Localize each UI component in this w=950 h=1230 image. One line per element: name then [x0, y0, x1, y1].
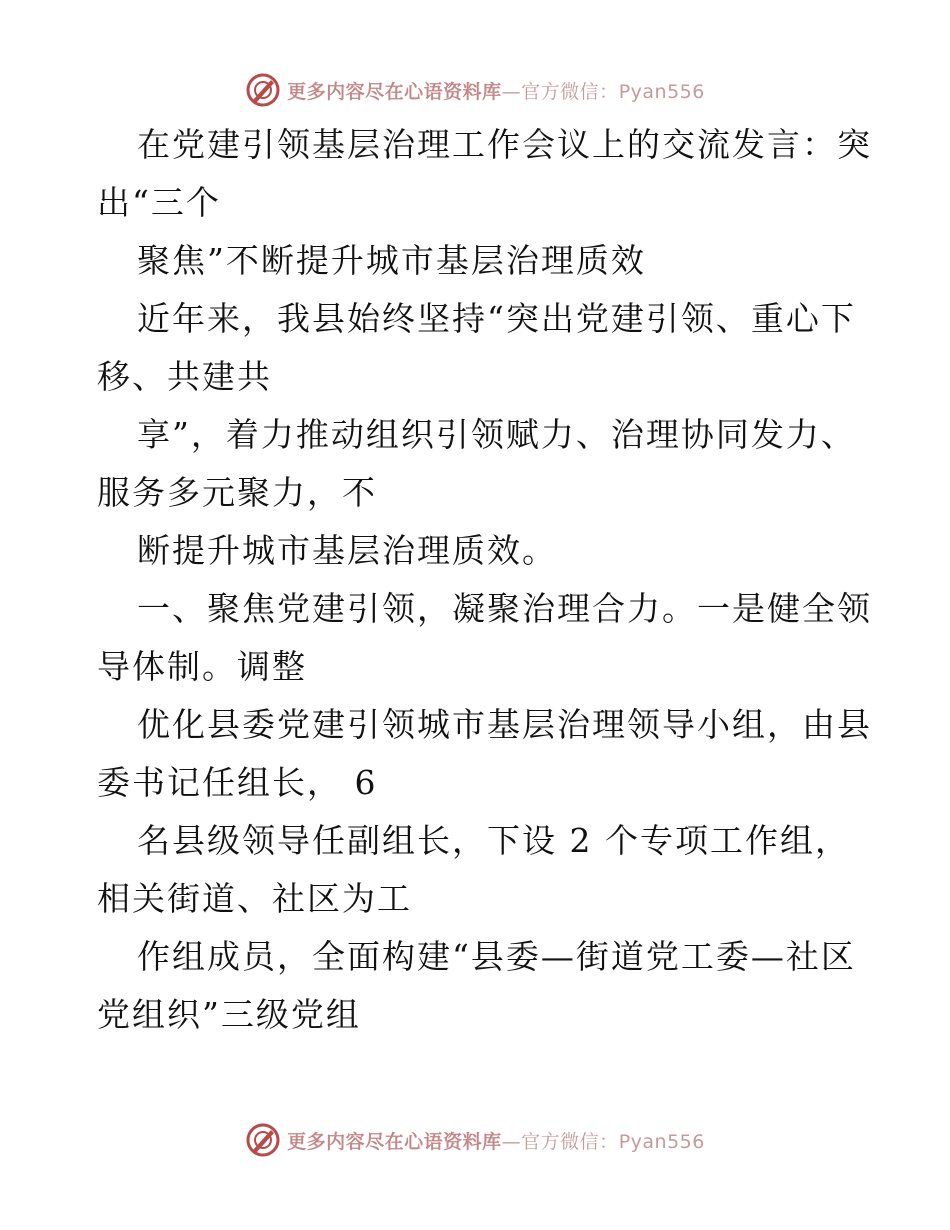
logo-icon — [245, 1122, 281, 1158]
logo-icon — [245, 72, 281, 108]
title-line-1: 在党建引领基层治理工作会议上的交流发言：突 — [137, 125, 872, 164]
paragraph-line: 相关街道、社区为工 — [97, 879, 412, 918]
paragraph-line: 委书记任组长， 6 — [97, 763, 378, 802]
paragraph-line: 享”，着力推动组织引领赋力、治理协同发力、 — [137, 415, 856, 454]
paragraph-line: 一、聚焦党建引领，凝聚治理合力。一是健全领 — [137, 589, 872, 628]
document-body — [97, 116, 877, 1044]
paragraph-line: 服务多元聚力，不 — [97, 473, 377, 512]
paragraph-line: 移、共建共 — [97, 357, 272, 396]
footer-separator: — — [501, 1130, 522, 1153]
paragraph-line: 名县级领导任副组长，下设 2 个专项工作组， — [137, 821, 850, 860]
header-separator: — — [501, 80, 522, 103]
paragraph-line: 优化县委党建引领城市基层治理领导小组，由县 — [137, 705, 872, 744]
paragraph-line: 党组织”三级党组 — [97, 995, 361, 1034]
title-line-2: 出“三个 — [97, 183, 221, 222]
footer-wechat-id: Pyan556 — [618, 1130, 705, 1153]
paragraph-line: 近年来，我县始终坚持“突出党建引领、重心下 — [137, 299, 856, 338]
footer-banner — [0, 1120, 950, 1160]
footer-brand: 更多内容尽在心语资料库 — [287, 1130, 502, 1153]
title-line-3: 聚焦”不断提升城市基层治理质效 — [137, 241, 646, 280]
header-wechat-label: 官方微信： — [521, 80, 619, 103]
footer-text — [287, 1127, 705, 1154]
footer-wechat-label: 官方微信： — [521, 1130, 619, 1153]
header-wechat-id: Pyan556 — [618, 80, 705, 103]
header-text — [287, 77, 705, 104]
paragraph-line: 导体制。调整 — [97, 647, 307, 686]
header-banner — [0, 70, 950, 110]
header-brand: 更多内容尽在心语资料库 — [287, 80, 502, 103]
paragraph-line: 作组成员，全面构建“县委—街道党工委—社区 — [137, 937, 856, 976]
paragraph-line: 断提升城市基层治理质效。 — [137, 531, 557, 570]
